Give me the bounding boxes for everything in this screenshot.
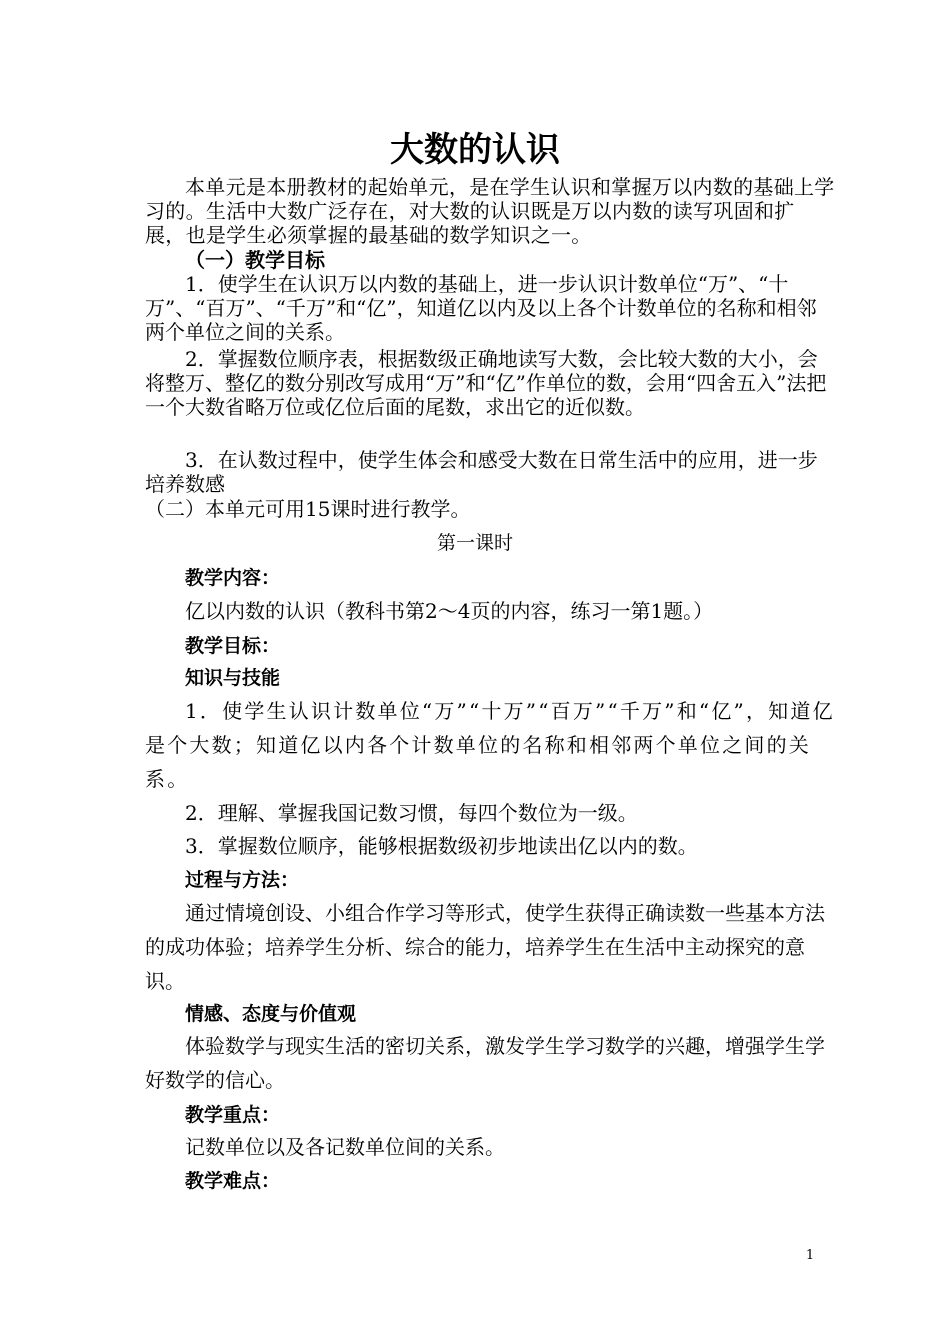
teaching-content-text: 亿以内数的认识（教科书第2～4页的内容，练习一第1题。） — [185, 599, 714, 623]
goal-item-1: 1．使学生在认识万以内数的基础上，进一步认识计数单位“万”、“十万”、“百万”、“千万”和“亿”，知道亿以内及以上各个计数单位的名称和相邻两个单位之间的关系。 — [145, 272, 817, 344]
section-heading-teaching-goals: （一）教学目标 — [185, 248, 325, 272]
teaching-content-heading: 教学内容： — [185, 567, 281, 589]
goal-item-3: 3．在认数过程中，使学生体会和感受大数在日常生活中的应用，进一步培养数感 — [145, 448, 818, 496]
section-lesson-count: （二）本单元可用15课时进行教学。 — [145, 497, 471, 521]
knowledge-item-2: 2．理解、掌握我国记数习惯，每四个数位为一级。 — [185, 801, 638, 825]
process-method-text: 通过情境创设、小组合作学习等形式，使学生获得正确读数一些基本方法的成功体验；培养学生分析、综合的能力，培养学生在生活中主动探究的意识。 — [145, 901, 825, 993]
intro-paragraph: 本单元是本册教材的起始单元，是在学生认识和掌握万以内数的基础上学习的。生活中大数广泛存在，对大数的认识既是万以内数的读写巩固和扩展，也是学生必须掌握的最基础的数学知识之一。 — [145, 175, 835, 247]
key-points-heading: 教学重点： — [185, 1104, 281, 1126]
teaching-goals-heading: 教学目标： — [185, 635, 281, 657]
knowledge-item-1: 1．使学生认识计数单位“万”“十万”“百万”“千万”和“亿”，知道亿是个大数；知道亿以内各个计数单位的名称和相邻两个单位之间的关系。 — [145, 699, 835, 791]
emotion-values-text: 体验数学与现实生活的密切关系，激发学生学习数学的兴趣，增强学生学好数学的信心。 — [145, 1034, 825, 1092]
knowledge-item-3: 3．掌握数位顺序，能够根据数级初步地读出亿以内的数。 — [185, 834, 698, 858]
lesson-title: 第一课时 — [436, 532, 513, 554]
page-number: 1 — [805, 1248, 815, 1263]
emotion-values-heading: 情感、态度与价值观 — [185, 1003, 357, 1025]
document-title: 大数的认识 — [390, 130, 560, 170]
goal-item-2: 2．掌握数位顺序表，根据数级正确地读写大数，会比较大数的大小，会将整万、整亿的数分别改写成用“万”和“亿”作单位的数，会用“四舍五入”法把一个大数省略万位或亿位后面的尾数，求出它的近似数。 — [145, 347, 827, 419]
process-method-heading: 过程与方法： — [185, 869, 300, 891]
key-points-text: 记数单位以及各记数单位间的关系。 — [185, 1135, 505, 1159]
difficulties-heading: 教学难点： — [185, 1170, 281, 1192]
knowledge-skills-heading: 知识与技能 — [185, 667, 281, 689]
